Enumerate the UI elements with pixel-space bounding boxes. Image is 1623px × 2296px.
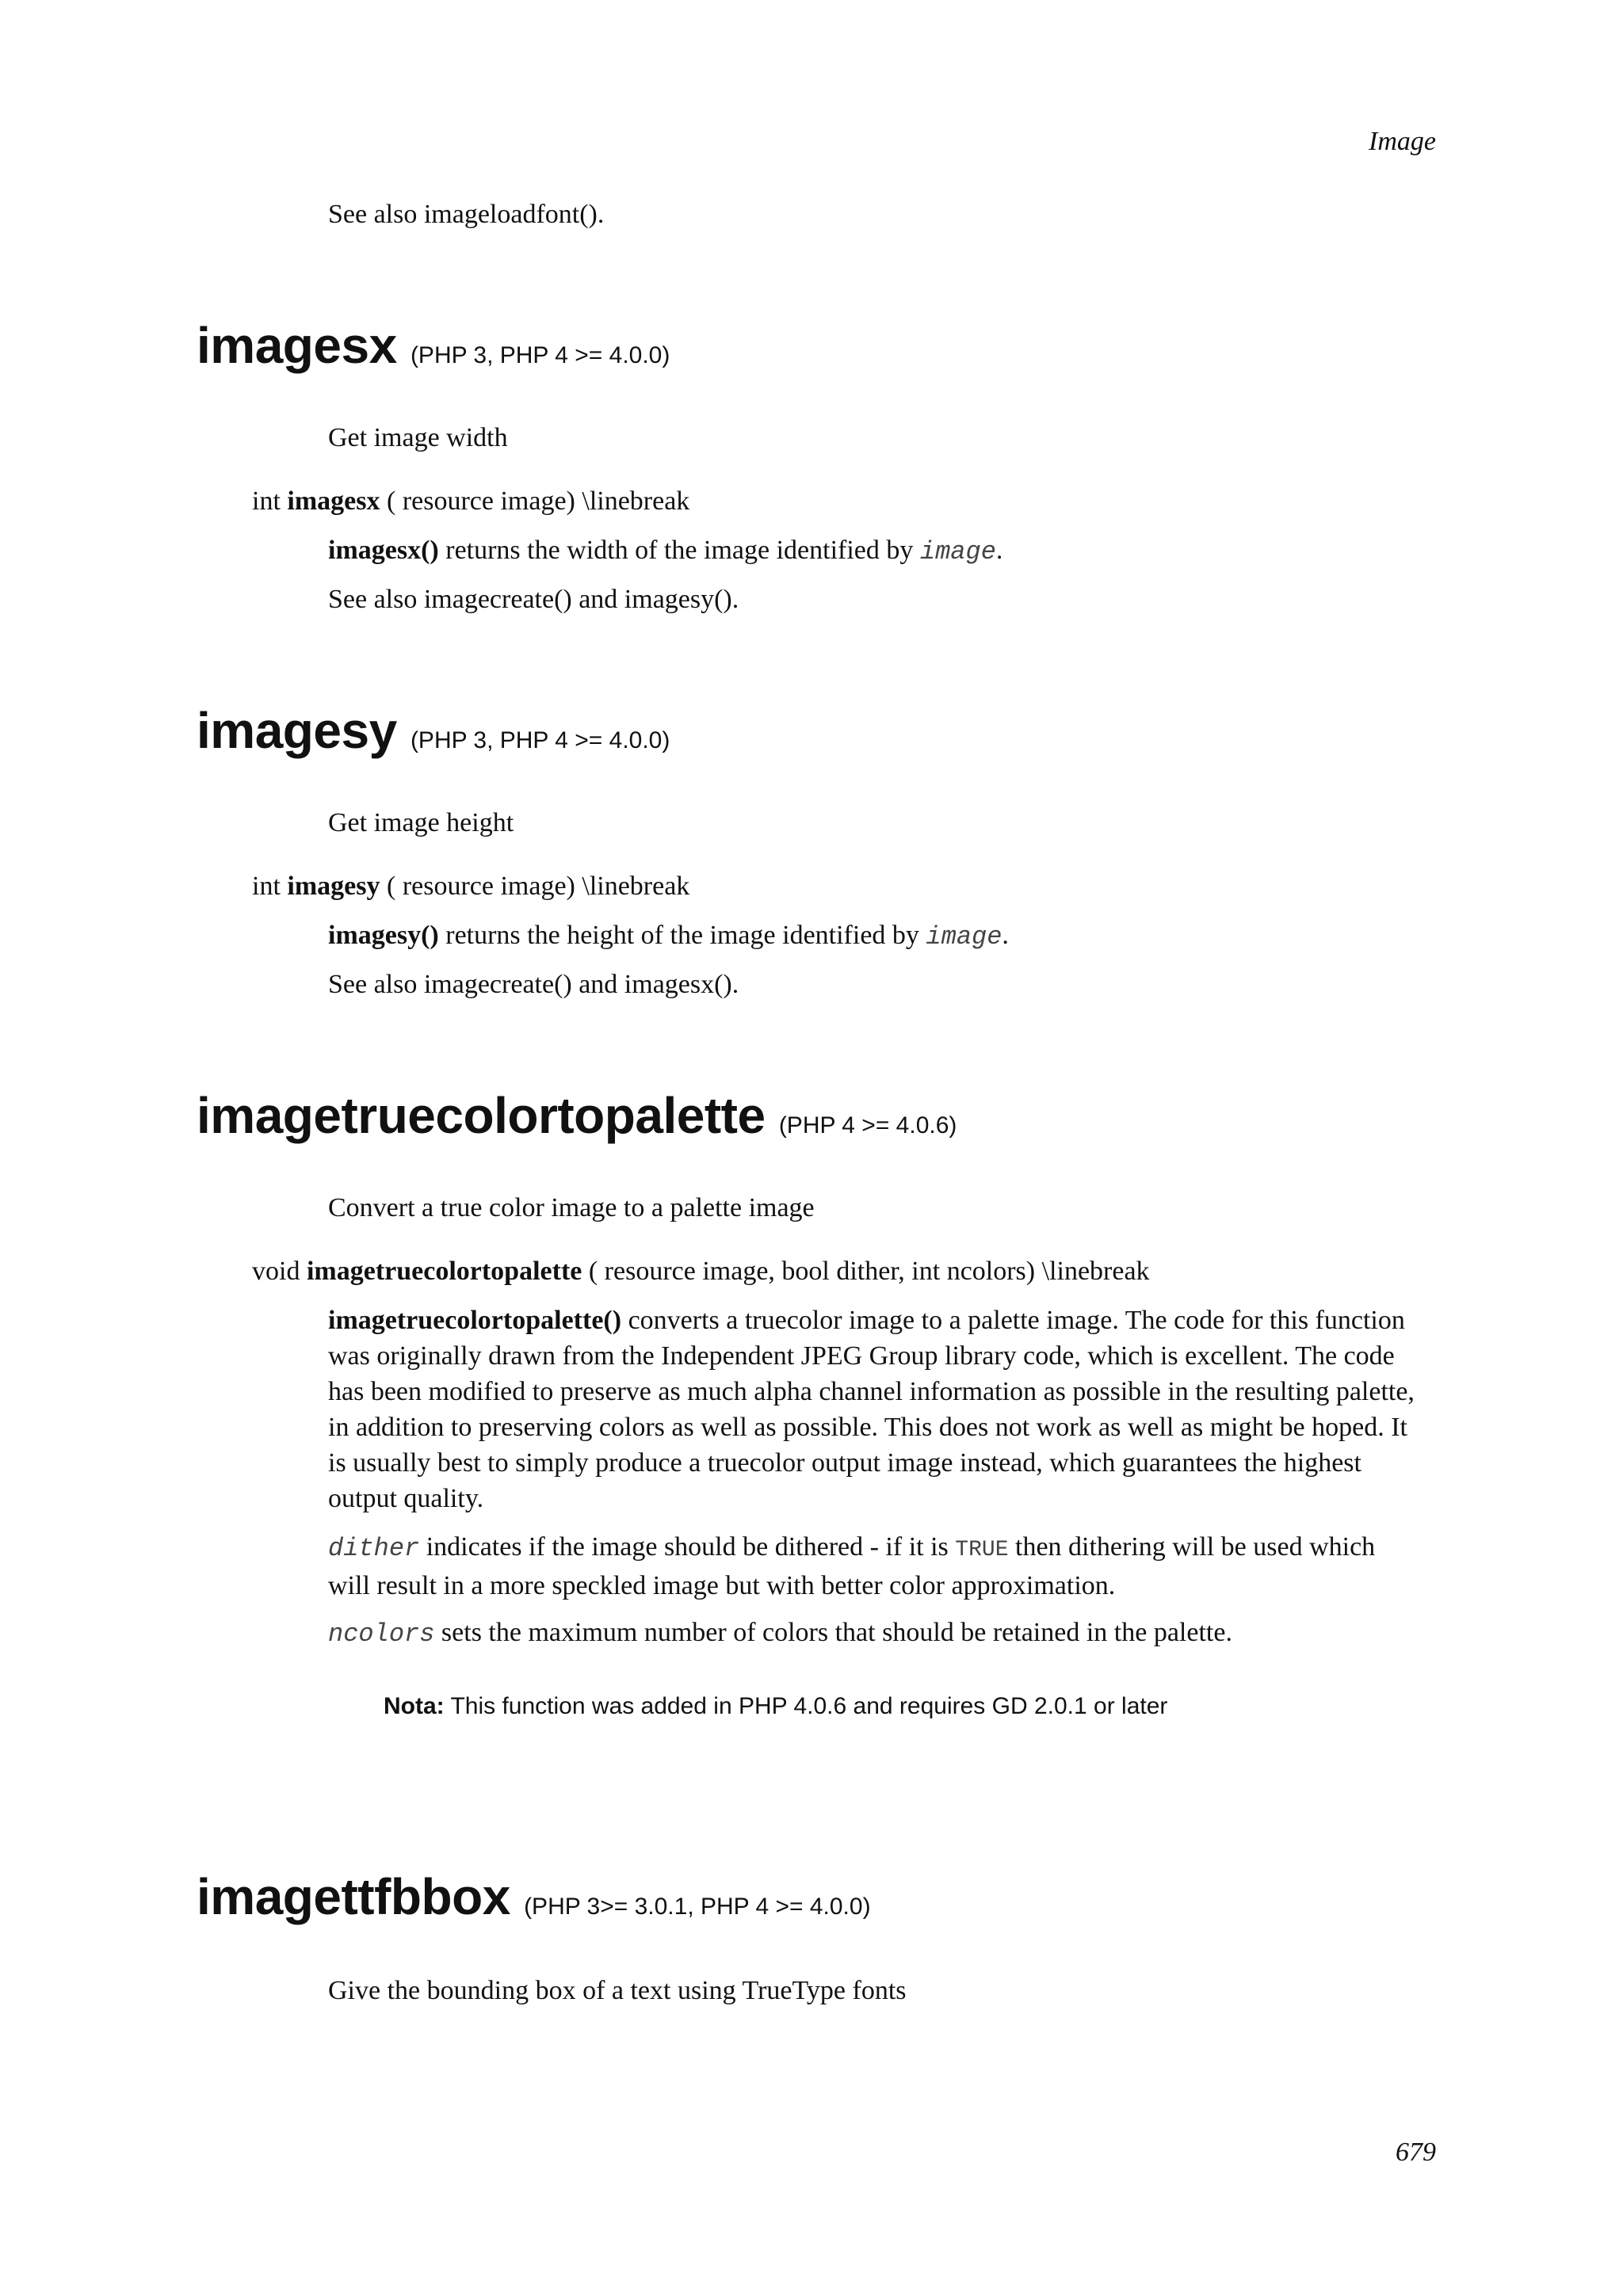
function-title	[197, 1085, 957, 1156]
function-version: (PHP 4 >= 4.0.6)	[778, 1112, 957, 1138]
see-also-text: See also imagecreate() and imagesx().	[328, 970, 739, 999]
return-type: int	[252, 486, 281, 516]
desc-line: output quality.	[328, 1484, 484, 1513]
function-name: imagetruecolortopalette	[197, 1087, 766, 1144]
function-synopsis	[252, 868, 689, 904]
note	[384, 1691, 1167, 1722]
desc-line: was originally drawn from the Independent JPEG Group library code, which is excellent. The code	[328, 1341, 1395, 1371]
desc-line: is usually best to simply produce a truecolor output image instead, which guarantees the highest	[328, 1448, 1361, 1478]
desc-line: has been modified to preserve as much alpha channel information as possible in the resulting palette,	[328, 1377, 1415, 1406]
synopsis-args: ( resource image) \linebreak	[387, 486, 690, 516]
param-dither-description: dither indicates if the image should be dithered - if it is TRUE then dithering will be used which will result in a more speckled image but with better color approximation.	[328, 1532, 1376, 1600]
function-purpose: Get image height	[328, 808, 514, 837]
function-title	[197, 315, 670, 386]
note-text: This function was added in PHP 4.0.6 and requires GD 2.0.1 or later	[444, 1693, 1168, 1719]
function-description	[328, 532, 1002, 570]
function-description	[328, 917, 1009, 955]
function-purpose: Convert a true color image to a palette image	[328, 1193, 815, 1222]
return-type: void	[252, 1257, 300, 1286]
param-name: dither	[328, 1534, 420, 1563]
desc-line: imagetruecolortopalette() converts a truecolor image to a palette image. The code for this function	[328, 1306, 1405, 1335]
param-ncolors-description: ncolors sets the maximum number of colors that should be retained in the palette.	[328, 1618, 1232, 1649]
function-name: imagesy	[197, 702, 397, 759]
function-purpose: Give the bounding box of a text using TrueType fonts	[328, 1976, 907, 2005]
synopsis-func: imagesx	[287, 486, 380, 516]
function-synopsis	[252, 1253, 1150, 1289]
running-header: Image	[1369, 127, 1436, 156]
desc-func: imagesy()	[328, 921, 439, 950]
return-type: int	[252, 871, 281, 901]
function-description	[328, 1302, 1438, 1516]
function-title	[197, 700, 670, 771]
see-also-text: See also imageloadfont().	[328, 200, 605, 229]
function-name: imagesx	[197, 317, 397, 374]
note-label: Nota:	[384, 1693, 445, 1719]
function-synopsis	[252, 483, 689, 519]
param-name: ncolors	[328, 1619, 435, 1649]
param-name: image	[919, 537, 996, 566]
synopsis-func: imagetruecolortopalette	[306, 1257, 582, 1286]
function-title	[197, 1867, 871, 1937]
constant-true: TRUE	[955, 1538, 1009, 1562]
function-version: (PHP 3>= 3.0.1, PHP 4 >= 4.0.0)	[524, 1894, 871, 1920]
synopsis-func: imagesy	[287, 871, 380, 901]
synopsis-args: ( resource image, bool dither, int ncolors) \linebreak	[588, 1257, 1150, 1286]
desc-func: imagesx()	[328, 536, 439, 565]
desc-func: imagetruecolortopalette()	[328, 1306, 622, 1335]
desc-end: .	[995, 536, 1003, 565]
desc-text: returns the height of the image identified by	[438, 921, 926, 950]
function-purpose: Get image width	[328, 423, 508, 452]
param-name: image	[926, 922, 1002, 952]
function-name: imagettfbbox	[197, 1868, 510, 1925]
desc-end: .	[1002, 921, 1009, 950]
desc-text: returns the width of the image identified by	[438, 536, 920, 565]
function-version: (PHP 3, PHP 4 >= 4.0.0)	[410, 342, 670, 368]
function-version: (PHP 3, PHP 4 >= 4.0.0)	[410, 727, 670, 753]
see-also-text: See also imagecreate() and imagesy().	[328, 585, 739, 614]
page-number: 679	[1396, 2138, 1436, 2167]
synopsis-args: ( resource image) \linebreak	[387, 871, 690, 901]
desc-line: in addition to preserving colors as well as possible. This does not work as well as might be hoped. It	[328, 1413, 1407, 1442]
